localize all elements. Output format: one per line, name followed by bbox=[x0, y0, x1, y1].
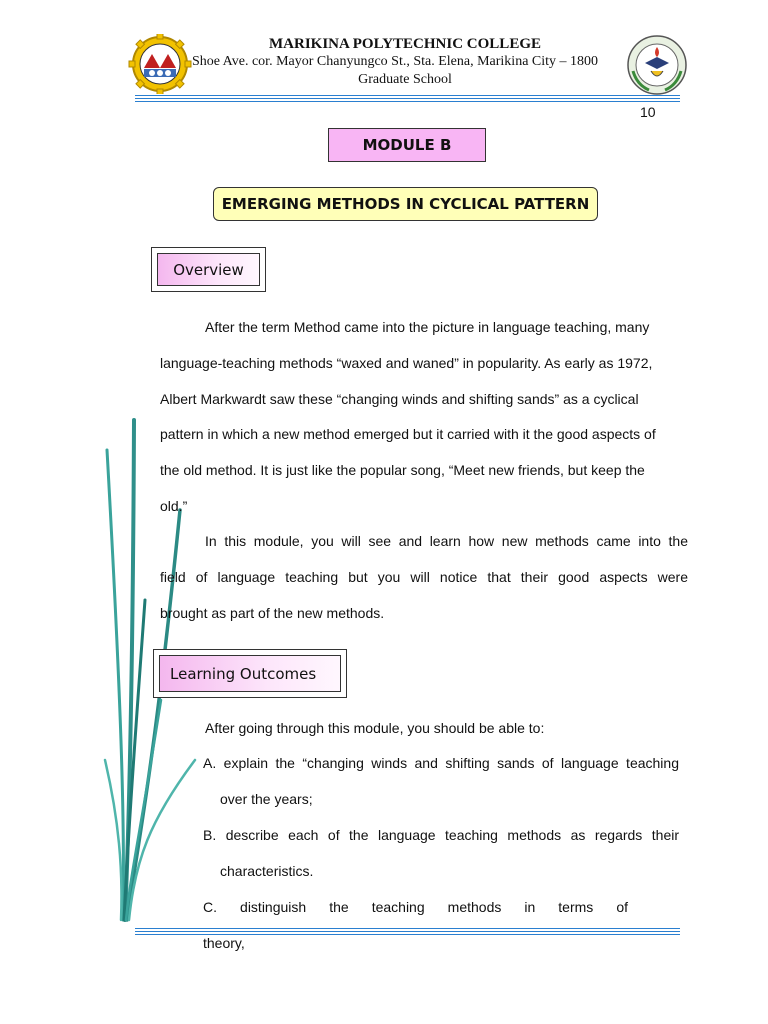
list-item bbox=[203, 889, 628, 961]
overview-paragraph-1 bbox=[160, 310, 688, 525]
text-line: brought as part of the new methods. bbox=[160, 604, 385, 621]
learning-outcomes-heading-inner bbox=[159, 655, 341, 692]
module-label-box bbox=[328, 128, 486, 162]
footer-rule bbox=[135, 928, 680, 929]
college-name: MARIKINA POLYTECHNIC COLLEGE bbox=[269, 36, 541, 52]
module-label: MODULE B bbox=[362, 136, 452, 154]
list-marker: C. bbox=[203, 899, 217, 915]
page-number: 10 bbox=[640, 104, 656, 120]
list-item bbox=[203, 817, 679, 853]
learning-outcomes-intro: After going through this module, you should be able to: bbox=[205, 720, 545, 736]
header-rule bbox=[135, 98, 680, 99]
college-address: Shoe Ave. cor. Mayor Chanyungco St., Sta. Elena, Marikina City – 1800 bbox=[191, 54, 599, 69]
learning-outcomes-heading: Learning Outcomes bbox=[170, 664, 317, 683]
overview-heading: Overview bbox=[173, 260, 244, 279]
overview-paragraph-2 bbox=[160, 524, 688, 631]
header-rule bbox=[135, 95, 680, 96]
text-line: After the term Method came into the picture in language teaching, many bbox=[205, 319, 650, 335]
text-line: old.” bbox=[160, 497, 188, 514]
list-marker: A. bbox=[203, 755, 217, 771]
graduate-school-label: Graduate School bbox=[358, 72, 452, 87]
text-line: the old method. It is just like the popular song, “Meet new friends, but keep the bbox=[160, 462, 645, 479]
text-line: language-teaching methods “waxed and waned” in popularity. As early as 1972, bbox=[160, 354, 653, 371]
text-line: field of language teaching but you will notice that their good aspects were bbox=[160, 568, 688, 585]
footer-rule bbox=[135, 931, 680, 932]
list-text: explain the “changing winds and shifting sands of language teaching bbox=[223, 755, 679, 771]
overview-heading-box bbox=[151, 247, 266, 292]
module-title-box bbox=[213, 187, 598, 221]
list-text: distinguish the teaching methods in terms of theory, bbox=[203, 899, 628, 951]
text-line: pattern in which a new method emerged but it carried with it the good aspects of bbox=[160, 426, 656, 443]
footer-rule bbox=[135, 934, 680, 935]
text-line: Albert Markwardt saw these “changing winds and shifting sands” as a cyclical bbox=[160, 390, 639, 407]
list-marker: B. bbox=[203, 827, 217, 843]
learning-outcomes-heading-box bbox=[153, 649, 347, 698]
module-title: EMERGING METHODS IN CYCLICAL PATTERN bbox=[221, 195, 590, 213]
list-item bbox=[203, 745, 679, 781]
list-item-continuation: characteristics. bbox=[220, 863, 314, 879]
overview-heading-inner bbox=[157, 253, 260, 286]
header-rule bbox=[135, 101, 680, 102]
list-item-continuation: over the years; bbox=[220, 791, 313, 807]
list-text: describe each of the language teaching methods as regards their bbox=[225, 827, 679, 843]
text-line: In this module, you will see and learn how new methods came into the bbox=[205, 533, 688, 549]
